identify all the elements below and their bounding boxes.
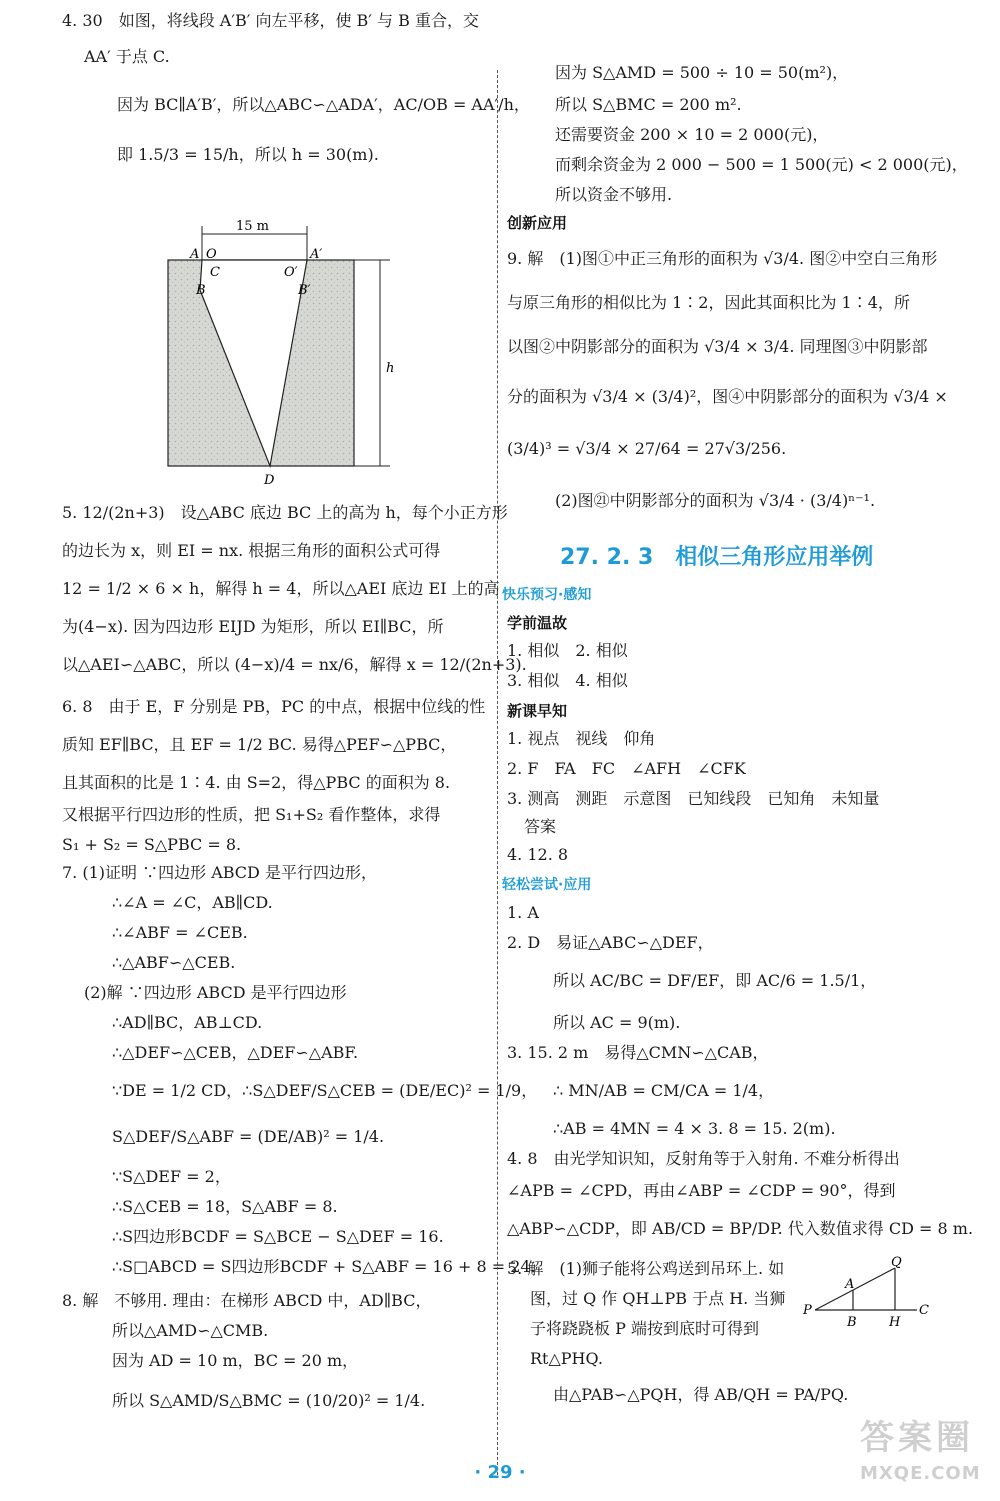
seesaw-board <box>815 1268 895 1310</box>
p6-line4: 又根据平行四边形的性质，把 S₁+S₂ 看作整体，求得 <box>62 805 441 824</box>
p8-cont-line4: 而剩余资金为 2 000 − 500 = 1 500(元) < 2 000(元)， <box>555 155 968 174</box>
try-line7: ∴AB = 4MN = 4 × 3. 8 = 15. 2(m). <box>553 1119 836 1138</box>
new-line5: 4. 12. 8 <box>507 845 569 864</box>
p7-line7: ∴△DEF∽△CEB，△DEF∽△ABF. <box>112 1043 359 1062</box>
p7-line12: ∴S四边形BCDF = S△BCE − S△DEF = 16. <box>112 1227 444 1246</box>
p7-line4: ∴△ABF∽△CEB. <box>112 953 236 972</box>
svg-text:A: A <box>190 247 200 262</box>
page-number: · 29 · <box>474 1462 526 1483</box>
section-innovation: 创新应用 <box>507 214 568 232</box>
p7-line2: ∴∠A = ∠C，AB∥CD. <box>112 893 273 912</box>
watermark <box>860 1410 981 1484</box>
svg-text:P: P <box>803 1303 812 1318</box>
review-line2: 3. 相似 4. 相似 <box>507 671 628 690</box>
try-line6: ∴ MN/AB = CM/CA = 1/4， <box>553 1081 775 1100</box>
svg-text:C: C <box>210 265 220 280</box>
p4-line4: 即 1.5/3 = 15/h，所以 h = 30(m). <box>117 145 379 164</box>
try-line4: 所以 AC = 9(m). <box>553 1013 681 1032</box>
sub-new: 新课早知 <box>507 702 568 720</box>
p8-cont-line2: 所以 S△BMC = 200 m². <box>555 95 742 114</box>
svg-text:D: D <box>264 473 275 488</box>
p9-line5: (3/4)³ = √3/4 × 27/64 = 27√3/256. <box>507 439 787 458</box>
new-line3: 3. 测高 测距 示意图 已知线段 已知角 未知量 <box>507 789 880 808</box>
p5-line3: 12 = 1/2 × 6 × h，解得 h = 4，所以△AEI 底边 EI 上的高 <box>62 579 500 598</box>
seesaw-figure <box>795 1254 935 1344</box>
p7-line13: ∴S□ABCD = S四边形BCDF + S△ABF = 16 + 8 = 24. <box>112 1257 536 1276</box>
p6-line5: S₁ + S₂ = S△PBC = 8. <box>62 835 242 854</box>
column-divider <box>497 70 498 1475</box>
p7-line8: ∵DE = 1/2 CD，∴S△DEF/S△CEB = (DE/EC)² = 1/9， <box>112 1081 538 1100</box>
try-line9: ∠APB = ∠CPD，再由∠ABP = ∠CDP = 90°，得到 <box>507 1181 896 1200</box>
try-line14: Rt△PHQ. <box>530 1349 603 1368</box>
trough-figure <box>150 200 410 492</box>
p9-line1: 9. 解 (1)图①中正三角形的面积为 √3/4. 图②中空白三角形 <box>507 249 938 268</box>
try-line15: 由△PAB∽△PQH，得 AB/QH = PA/PQ. <box>553 1385 849 1404</box>
svg-text:A′: A′ <box>310 247 323 262</box>
p9-line4: 分的面积为 √3/4 × (3/4)²，图④中阴影部分的面积为 √3/4 × <box>507 387 948 406</box>
new-line2: 2. F FA FC ∠AFH ∠CFK <box>507 759 746 778</box>
try-line1: 1. A <box>507 903 539 922</box>
p6-line3: 且其面积的比是 1∶4. 由 S=2，得△PBC 的面积为 8. <box>62 773 451 792</box>
p8-cont-line3: 还需要资金 200 × 10 = 2 000(元)， <box>555 125 829 144</box>
watermark-logo: 答案圈 <box>860 1418 974 1458</box>
p8-line4: 所以 S△AMD/S△BMC = (10/20)² = 1/4. <box>112 1391 426 1410</box>
p8-line1: 8. 解 不够用. 理由：在梯形 ABCD 中，AD∥BC， <box>62 1291 432 1310</box>
p9-line6: (2)图㉑中阴影部分的面积为 √3/4 · (3/4)ⁿ⁻¹. <box>555 491 876 510</box>
new-line4: 答案 <box>524 817 557 836</box>
p6-line2: 质知 EF∥BC，且 EF = 1/2 BC. 易得△PEF∽△PBC， <box>62 735 457 754</box>
p7-line11: ∴S△CEB = 18，S△ABF = 8. <box>112 1197 338 1216</box>
p7-line10: ∵S△DEF = 2， <box>112 1167 231 1186</box>
try-line10: △ABP∽△CDP，即 AB/CD = BP/DP. 代入数值求得 CD = 8 m. <box>507 1219 974 1238</box>
p4-line1: 4. 30 如图，将线段 A′B′ 向左平移，使 B′ 与 B 重合，交 <box>62 11 479 30</box>
try-line2: 2. D 易证△ABC∽△DEF， <box>507 933 714 952</box>
try-line11: 5. 解 (1)狮子能将公鸡送到吊环上. 如 <box>507 1259 785 1278</box>
svg-text:O: O <box>206 247 217 262</box>
p5-line5: 以△AEI∽△ABC，所以 (4−x)/4 = nx/6，解得 x = 12/(2n+3). <box>62 655 527 674</box>
svg-text:O′: O′ <box>284 265 298 280</box>
watermark-url: MXQE.COM <box>860 1463 981 1484</box>
p9-line2: 与原三角形的相似比为 1∶2，因此其面积比为 1∶4，所 <box>507 293 910 312</box>
p8-cont-line5: 所以资金不够用. <box>555 185 673 204</box>
p7-line5: (2)解 ∵四边形 ABCD 是平行四边形 <box>84 983 347 1002</box>
section-title: 27. 2. 3 相似三角形应用举例 <box>560 545 874 570</box>
p5-line4: 为(4−x). 因为四边形 EIJD 为矩形，所以 EI∥BC，所 <box>62 617 444 636</box>
p8-line3: 因为 AD = 10 m，BC = 20 m， <box>112 1351 359 1370</box>
svg-text:H: H <box>889 1315 901 1330</box>
svg-text:B: B <box>196 283 206 298</box>
svg-text:B′: B′ <box>298 283 311 298</box>
svg-text:C: C <box>919 1303 929 1318</box>
svg-text:A: A <box>845 1277 855 1292</box>
p4-line3: 因为 BC∥A′B′，所以△ABC∽△ADA′，AC/OB = AA′/h， <box>117 95 530 114</box>
try-line12: 图，过 Q 作 QH⊥PB 于点 H. 当狮 <box>530 1289 786 1308</box>
p6-line1: 6. 8 由于 E，F 分别是 PB，PC 的中点，根据中位线的性 <box>62 697 486 716</box>
p4-line2: AA′ 于点 C. <box>84 47 170 66</box>
svg-text:Q: Q <box>891 1255 902 1270</box>
p7-line6: ∴AD∥BC，AB⊥CD. <box>112 1013 263 1032</box>
heading-try: 轻松尝试·应用 <box>502 877 592 893</box>
p9-line3: 以图②中阴影部分的面积为 √3/4 × 3/4. 同理图③中阴影部 <box>507 337 928 356</box>
p5-line2: 的边长为 x，则 EI = nx. 根据三角形的面积公式可得 <box>62 541 441 560</box>
width-label: 15 m <box>236 219 270 234</box>
heading-preview: 快乐预习·感知 <box>502 587 592 603</box>
try-line8: 4. 8 由光学知识知，反射角等于入射角. 不难分析得出 <box>507 1149 900 1168</box>
svg-text:h: h <box>386 361 395 376</box>
try-line5: 3. 15. 2 m 易得△CMN∽△CAB， <box>507 1043 769 1062</box>
p7-line1: 7. (1)证明 ∵四边形 ABCD 是平行四边形， <box>62 863 377 882</box>
p5-line1: 5. 12/(2n+3) 设△ABC 底边 BC 上的高为 h，每个小正方形 <box>62 503 508 522</box>
new-line1: 1. 视点 视线 仰角 <box>507 729 656 748</box>
sub-review: 学前温故 <box>507 614 568 632</box>
try-line13: 子将跷跷板 P 端按到底时可得到 <box>530 1319 759 1338</box>
p8-line2: 所以△AMD∽△CMB. <box>112 1321 269 1340</box>
p8-cont-line1: 因为 S△AMD = 500 ÷ 10 = 50(m²)， <box>555 63 849 82</box>
svg-text:B: B <box>847 1315 857 1330</box>
p7-line9: S△DEF/S△ABF = (DE/AB)² = 1/4. <box>112 1127 385 1146</box>
review-line1: 1. 相似 2. 相似 <box>507 641 628 660</box>
try-line3: 所以 AC/BC = DF/EF，即 AC/6 = 1.5/1， <box>553 971 877 990</box>
p7-line3: ∴∠ABF = ∠CEB. <box>112 923 248 942</box>
